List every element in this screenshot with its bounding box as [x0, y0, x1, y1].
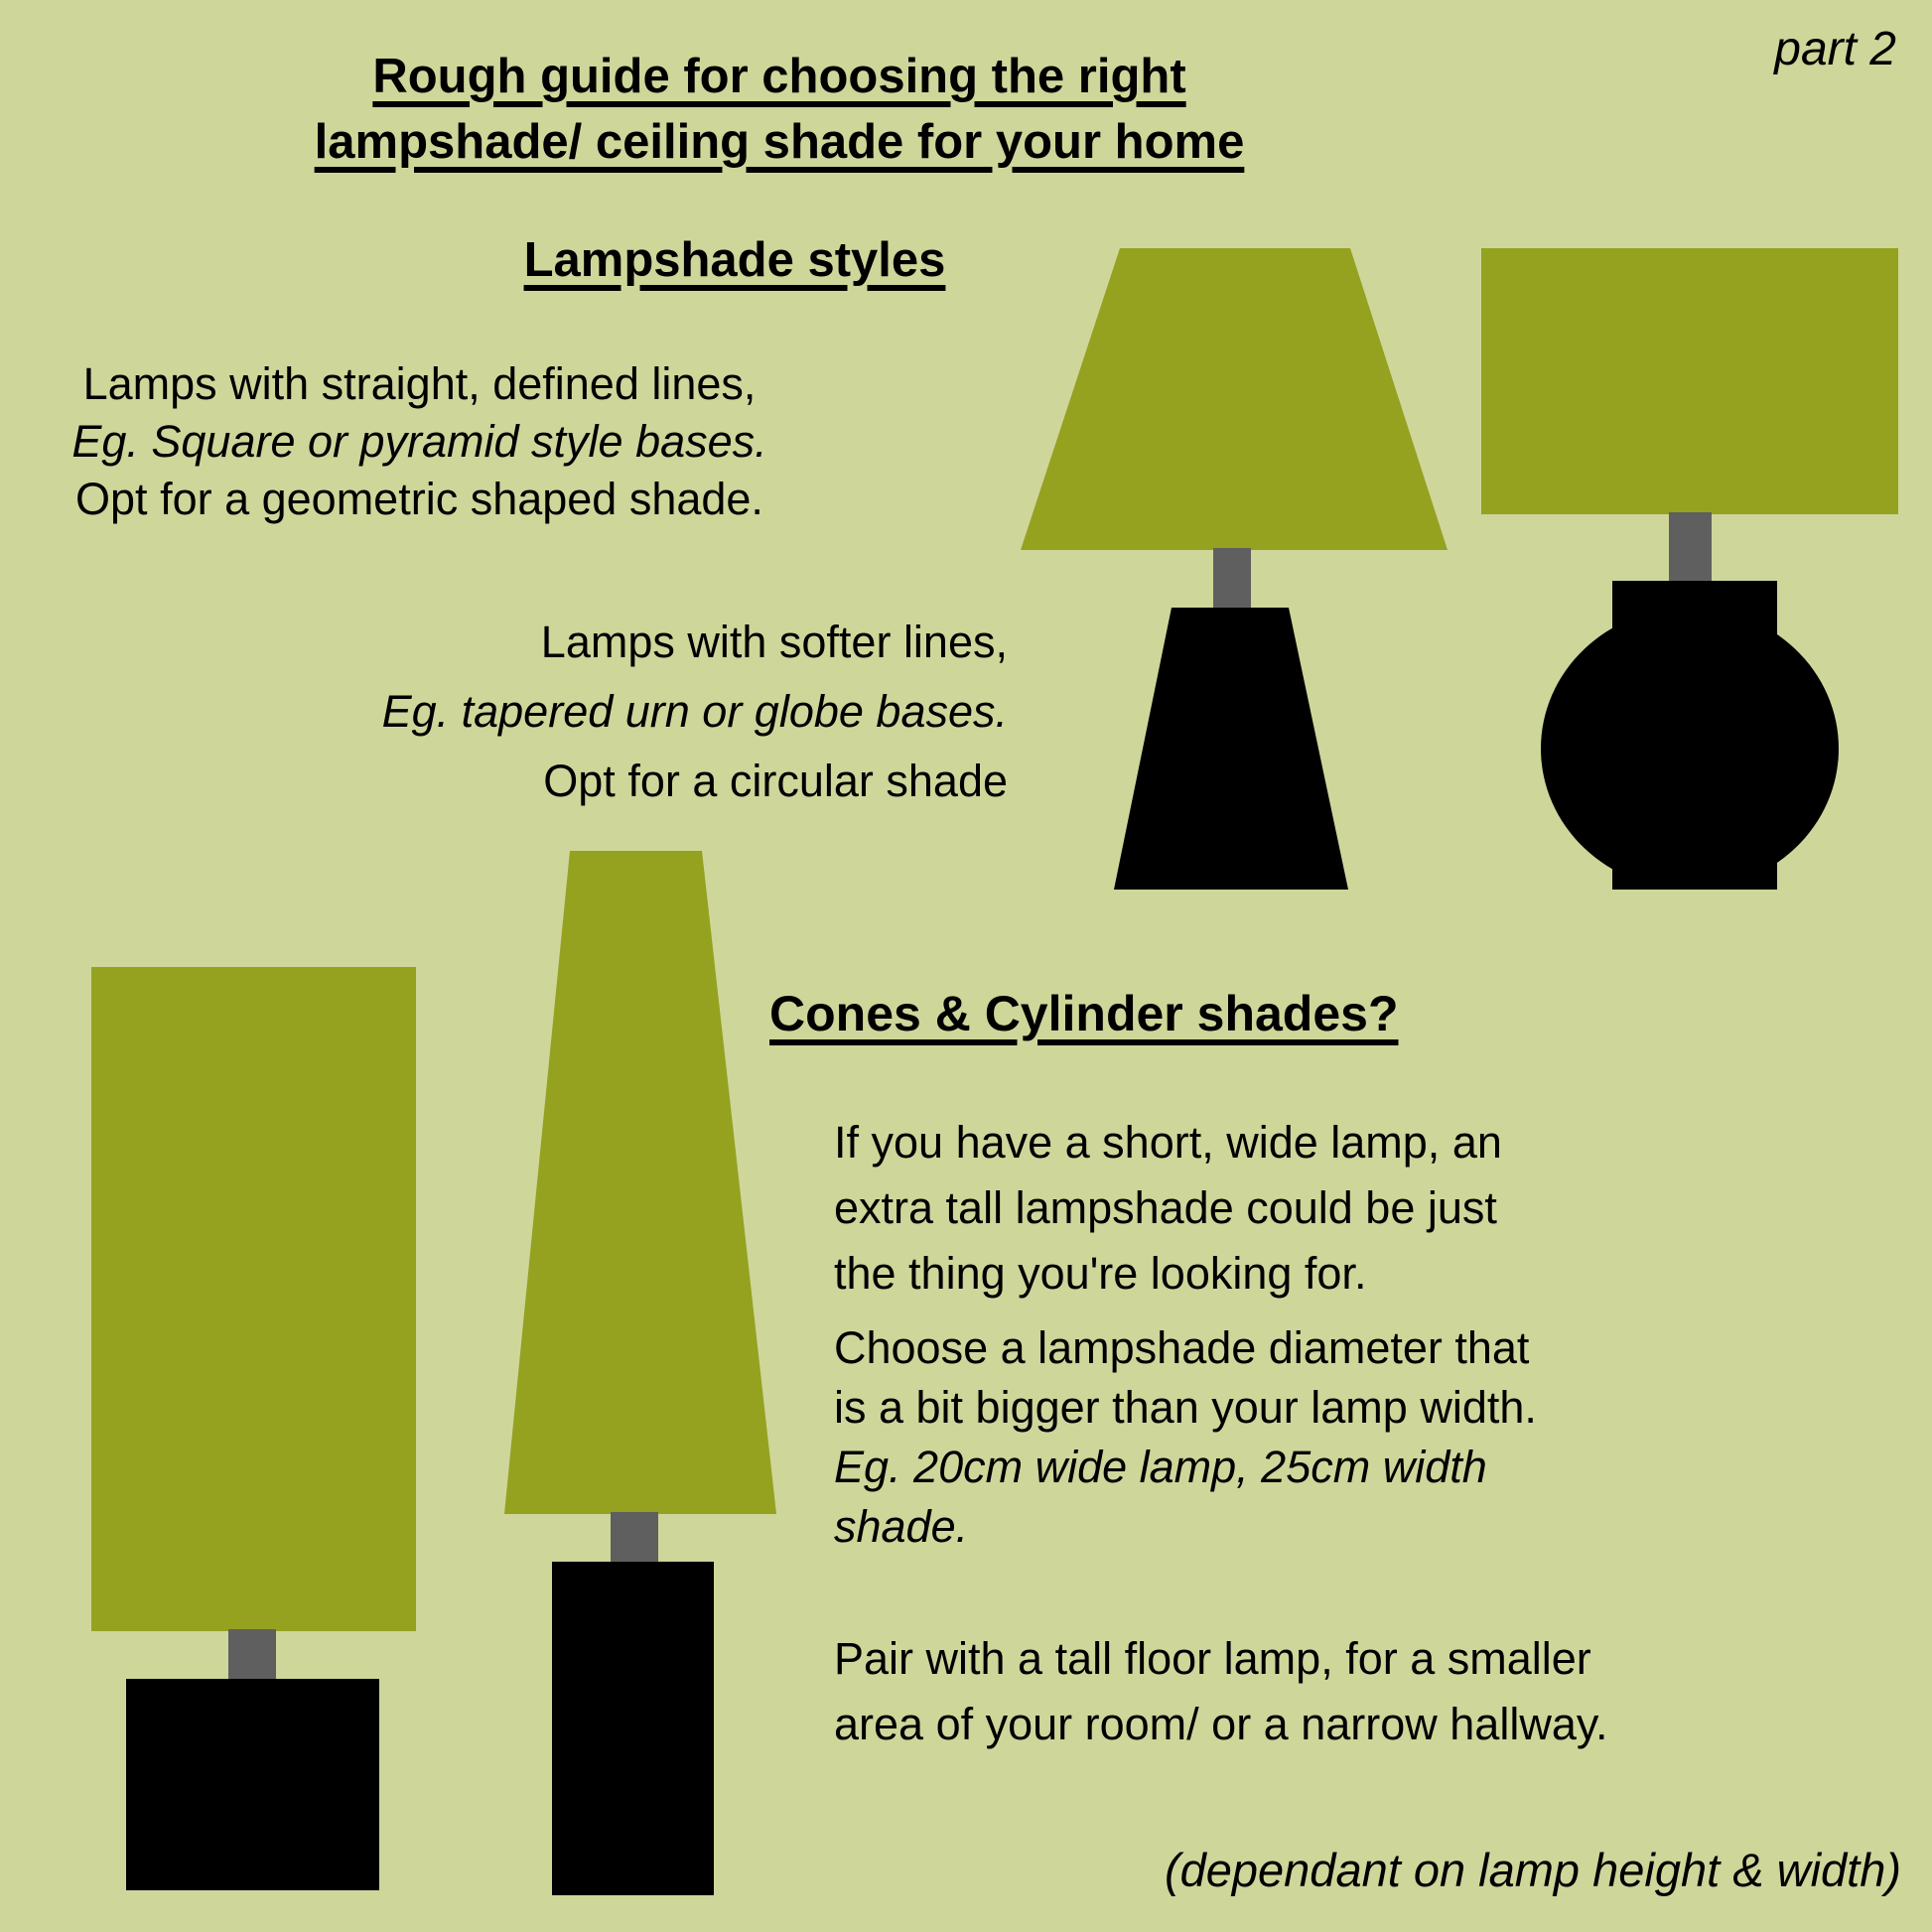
trapezoid-lampshade-shape	[1021, 248, 1448, 550]
rectangle-shade-lamp-illustration	[91, 967, 416, 1890]
circular-advice-line1: Lamps with softer lines,	[540, 617, 1008, 667]
globe-lamp-base-shape	[1541, 608, 1839, 890]
diameter-tip-line3: Eg. 20cm wide lamp, 25cm width	[834, 1442, 1487, 1492]
circular-advice-line2: Eg. tapered urn or globe bases.	[381, 686, 1008, 737]
diameter-tip-line4: shade.	[834, 1501, 969, 1552]
tall-shade-tip-line3: the thing you're looking for.	[834, 1248, 1367, 1299]
page-title-line1: Rough guide for choosing the right	[372, 50, 1186, 103]
geometric-table-lamp-illustration	[1021, 248, 1448, 890]
rectangle-lampshade-shape	[1481, 248, 1898, 514]
globe-table-lamp-illustration	[1481, 248, 1898, 890]
part-label: part 2	[1774, 23, 1896, 75]
geometric-advice-line3: Opt for a geometric shaped shade.	[75, 474, 763, 524]
tall-rectangle-lampshade-shape	[91, 967, 416, 1631]
tall-shade-tip-paragraph	[834, 1110, 1916, 1307]
floor-lamp-tip-line2: area of your room/ or a narrow hallway.	[834, 1699, 1608, 1749]
circular-advice-line3: Opt for a circular shade	[543, 756, 1008, 806]
page-title	[109, 44, 1449, 175]
diameter-tip-line2: is a bit bigger than your lamp width.	[834, 1382, 1537, 1433]
diameter-tip-paragraph	[834, 1318, 1932, 1557]
geometric-advice-line2: Eg. Square or pyramid style bases.	[71, 416, 767, 467]
cones-cylinder-heading: Cones & Cylinder shades?	[769, 986, 1399, 1041]
column-lamp-base-shape	[552, 1562, 714, 1895]
lamp-neck-shape	[611, 1512, 658, 1564]
tall-shade-tip-line1: If you have a short, wide lamp, an	[834, 1117, 1502, 1168]
lampshade-styles-heading: Lampshade styles	[523, 233, 946, 287]
cone-lampshade-shape	[504, 851, 776, 1514]
diameter-tip-line1: Choose a lampshade diameter that	[834, 1322, 1530, 1373]
tall-shade-tip-line2: extra tall lampshade could be just	[834, 1182, 1497, 1233]
lamp-neck-shape	[1213, 548, 1251, 612]
circular-advice-paragraph	[114, 608, 1008, 816]
page-title-line2: lampshade/ ceiling shade for your home	[314, 115, 1245, 169]
cone-shade-lamp-illustration	[504, 851, 776, 1895]
floor-lamp-tip-paragraph	[834, 1626, 1932, 1757]
geometric-advice-paragraph	[20, 355, 819, 528]
geometric-advice-line1: Lamps with straight, defined lines,	[82, 358, 757, 409]
lamp-neck-shape	[1669, 512, 1712, 584]
lamp-neck-shape	[228, 1629, 276, 1681]
tapered-lamp-base-shape	[1114, 608, 1348, 890]
block-lamp-base-shape	[126, 1679, 379, 1890]
footer-note: (dependant on lamp height & width)	[1164, 1844, 1901, 1896]
floor-lamp-tip-line1: Pair with a tall floor lamp, for a smaller	[834, 1633, 1591, 1684]
